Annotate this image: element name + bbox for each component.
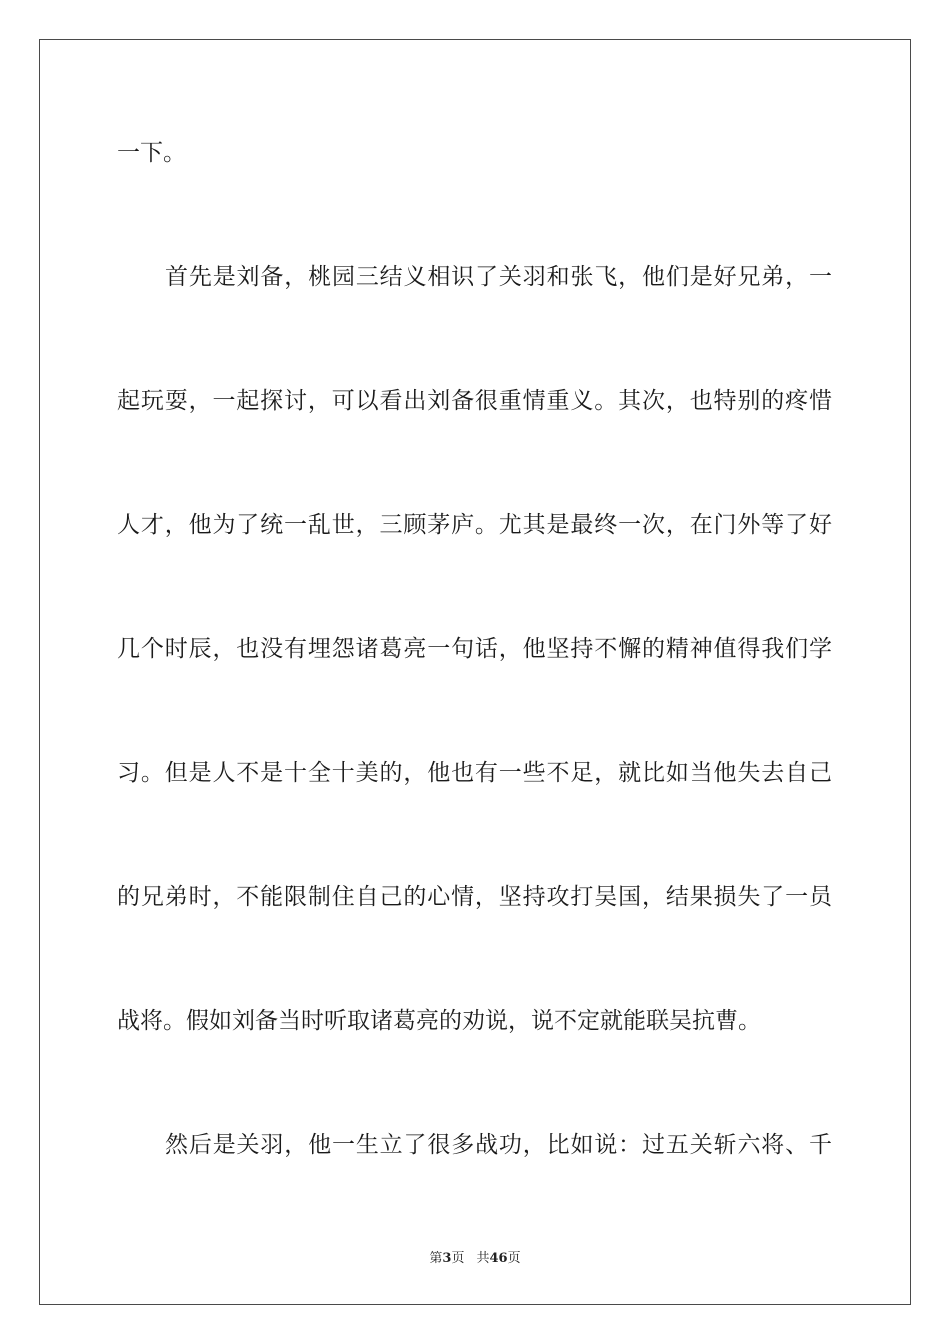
paragraph-line-7: 的兄弟时，不能限制住自己的心情，坚持攻打吴国，结果损失了一员 <box>117 884 832 910</box>
footer-total-prefix: 共 <box>476 1251 490 1266</box>
footer-page-suffix: 页 <box>451 1251 465 1266</box>
paragraph-line-3: 起玩耍，一起探讨，可以看出刘备很重情重义。其次，也特别的疼惜 <box>117 388 832 414</box>
paragraph-line-6: 习。但是人不是十全十美的，他也有一些不足，就比如当他失去自己 <box>117 760 832 786</box>
paragraph-line-9: 然后是关羽，他一生立了很多战功，比如说：过五关斩六将、千 <box>165 1132 832 1158</box>
footer-page-number: 3 <box>442 1251 452 1266</box>
footer-total-suffix: 页 <box>507 1251 521 1266</box>
paragraph-line-1: 一下。 <box>117 140 186 166</box>
paragraph-line-2: 首先是刘备，桃园三结义相识了关羽和张飞，他们是好兄弟，一 <box>165 264 832 290</box>
footer-page-prefix: 第 <box>429 1251 443 1266</box>
page-footer <box>0 1247 950 1266</box>
paragraph-line-5: 几个时辰，也没有埋怨诸葛亮一句话，他坚持不懈的精神值得我们学 <box>117 636 832 662</box>
footer-total-number: 46 <box>489 1251 508 1266</box>
paragraph-line-4: 人才，他为了统一乱世，三顾茅庐。尤其是最终一次，在门外等了好 <box>117 512 832 538</box>
page-border <box>39 39 911 1305</box>
paragraph-line-8: 战将。假如刘备当时听取诸葛亮的劝说，说不定就能联吴抗曹。 <box>117 1008 761 1034</box>
